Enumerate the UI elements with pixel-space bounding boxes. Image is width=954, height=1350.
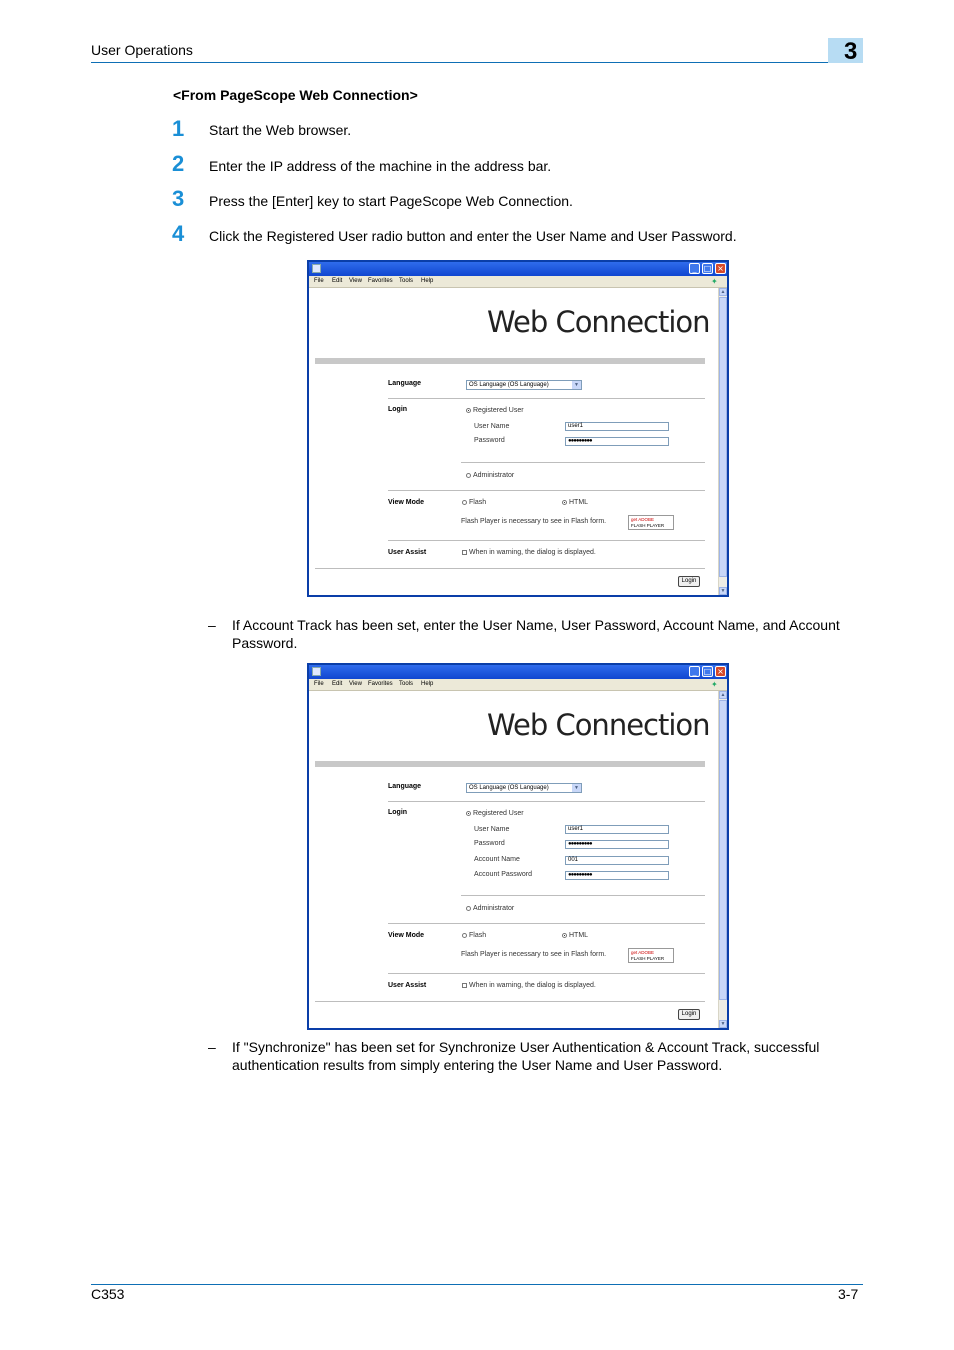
title-bar — [309, 262, 727, 276]
maximize-button[interactable]: □ — [703, 264, 712, 273]
divider — [388, 973, 705, 974]
step-number-4: 4 — [172, 221, 185, 246]
running-header: User Operations — [91, 42, 193, 58]
page-content — [309, 691, 727, 1028]
password-input[interactable]: ●●●●●●●●● — [565, 437, 669, 446]
menu-view[interactable]: View — [349, 278, 362, 284]
login-label: Login — [388, 406, 408, 413]
html-radio[interactable]: HTML — [562, 932, 588, 939]
user-name-input[interactable]: user1 — [565, 825, 669, 834]
login-button[interactable]: Login — [678, 1009, 700, 1020]
checkbox-icon[interactable] — [462, 550, 467, 555]
divider — [461, 462, 705, 463]
web-connection-heading: Web Connection — [487, 708, 710, 742]
step-text-3: Press the [Enter] key to start PageScope Web Connection. — [209, 193, 573, 209]
close-button[interactable]: × — [715, 666, 726, 677]
divider — [388, 490, 705, 491]
view-mode-label: View Mode — [388, 932, 425, 939]
chevron-down-icon[interactable]: ▼ — [572, 381, 581, 389]
step-number-3: 3 — [172, 186, 185, 211]
flash-radio[interactable]: Flash — [462, 932, 486, 939]
note-dash-1: – — [208, 617, 216, 633]
divider — [388, 801, 705, 802]
section-title: <From PageScope Web Connection> — [173, 87, 418, 103]
administrator-radio[interactable]: Administrator — [466, 472, 514, 479]
windows-logo-icon: ✦ — [711, 277, 718, 286]
radio-selected-icon[interactable] — [466, 811, 471, 816]
flash-note: Flash Player is necessary to see in Flash form. — [461, 951, 607, 958]
radio-selected-icon[interactable] — [466, 408, 471, 413]
radio-icon[interactable] — [466, 906, 471, 911]
login-button[interactable]: Login — [678, 576, 700, 587]
note-text-1: If Account Track has been set, enter the User Name, User Password, Account Name, and Account Password. — [232, 617, 840, 651]
menu-edit[interactable]: Edit — [332, 278, 343, 284]
windows-logo-icon: ✦ — [711, 680, 718, 689]
html-radio[interactable]: HTML — [562, 499, 588, 506]
flash-note: Flash Player is necessary to see in Flash form. — [461, 518, 607, 525]
language-select[interactable]: OS Language (OS Language) ▼ — [466, 380, 582, 390]
maximize-button[interactable]: □ — [703, 667, 712, 676]
menu-bar — [309, 679, 727, 691]
chevron-down-icon[interactable]: ▼ — [572, 784, 581, 792]
scroll-up-icon[interactable]: ▲ — [720, 692, 726, 698]
registered-user-radio[interactable]: Registered User — [466, 407, 524, 414]
language-select[interactable]: OS Language (OS Language) ▼ — [466, 783, 582, 793]
radio-icon[interactable] — [462, 933, 467, 938]
divider — [388, 540, 705, 541]
account-password-label: Account Password — [474, 871, 532, 878]
user-name-label: User Name — [474, 826, 510, 833]
scroll-down-icon[interactable]: ▼ — [720, 1021, 726, 1027]
user-name-input[interactable]: user1 — [565, 422, 669, 431]
checkbox-icon[interactable] — [462, 983, 467, 988]
menu-edit[interactable]: Edit — [332, 681, 343, 687]
note-dash-2: – — [208, 1039, 216, 1055]
language-label: Language — [388, 783, 422, 790]
menu-favorites[interactable]: Favorites — [368, 278, 393, 284]
step-text-1: Start the Web browser. — [209, 122, 352, 138]
vertical-scrollbar[interactable] — [718, 288, 727, 595]
password-input[interactable]: ●●●●●●●●● — [565, 840, 669, 849]
password-label: Password — [474, 437, 505, 444]
web-connection-heading: Web Connection — [487, 305, 710, 339]
footer-rule — [91, 1284, 863, 1285]
radio-icon[interactable] — [462, 500, 467, 505]
radio-icon[interactable] — [466, 473, 471, 478]
divider — [315, 568, 705, 569]
radio-selected-icon[interactable] — [562, 500, 567, 505]
scroll-thumb[interactable] — [719, 297, 727, 577]
header-rule — [91, 62, 863, 63]
registered-user-radio[interactable]: Registered User — [466, 810, 524, 817]
minimize-button[interactable]: _ — [689, 263, 700, 274]
account-name-label: Account Name — [474, 856, 520, 863]
footer-page-number: 3-7 — [838, 1286, 859, 1302]
scroll-down-icon[interactable]: ▼ — [720, 588, 726, 594]
get-flash-player-badge[interactable]: get ADOBE FLASH PLAYER — [628, 948, 674, 963]
divider — [388, 398, 705, 399]
footer-model: C353 — [91, 1286, 125, 1302]
account-name-input[interactable]: 001 — [565, 856, 669, 865]
step-number-2: 2 — [172, 151, 185, 176]
menu-help[interactable]: Help — [421, 681, 434, 687]
user-assist-checkbox[interactable]: When in warning, the dialog is displayed. — [462, 982, 596, 989]
password-label: Password — [474, 840, 505, 847]
page-content — [309, 288, 727, 595]
menu-help[interactable]: Help — [421, 278, 434, 284]
menu-favorites[interactable]: Favorites — [368, 681, 393, 687]
language-label: Language — [388, 380, 422, 387]
view-mode-label: View Mode — [388, 499, 425, 506]
header-bar — [315, 761, 705, 767]
step-text-4: Click the Registered User radio button and enter the User Name and User Password. — [209, 228, 737, 244]
login-label: Login — [388, 809, 408, 816]
flash-radio[interactable]: Flash — [462, 499, 486, 506]
divider — [315, 1001, 705, 1002]
minimize-button[interactable]: _ — [689, 666, 700, 677]
divider — [461, 895, 705, 896]
menu-view[interactable]: View — [349, 681, 362, 687]
chapter-number: 3 — [844, 38, 858, 65]
close-button[interactable]: × — [715, 263, 726, 274]
title-bar — [309, 665, 727, 679]
header-bar — [315, 358, 705, 364]
menu-file[interactable]: File — [314, 681, 324, 687]
menu-bar — [309, 276, 727, 288]
scroll-thumb[interactable] — [719, 700, 727, 1000]
administrator-radio[interactable]: Administrator — [466, 905, 514, 912]
menu-tools[interactable]: Tools — [399, 681, 414, 687]
browser-window-1 — [307, 260, 729, 597]
divider — [388, 923, 705, 924]
menu-tools[interactable]: Tools — [399, 278, 414, 284]
get-flash-player-badge[interactable]: get ADOBE FLASH PLAYER — [628, 515, 674, 530]
note-text-2: If "Synchronize" has been set for Synchronize User Authentication & Account Track, successful authentication results from simply entering the User Name and User Password. — [232, 1039, 820, 1073]
step-text-2: Enter the IP address of the machine in the address bar. — [209, 158, 552, 174]
ie-icon — [312, 264, 321, 273]
browser-window-2 — [307, 663, 729, 1030]
vertical-scrollbar[interactable] — [718, 691, 727, 1028]
ie-icon — [312, 667, 321, 676]
step-number-1: 1 — [172, 116, 185, 141]
user-name-label: User Name — [474, 423, 510, 430]
menu-file[interactable]: File — [314, 278, 324, 284]
user-assist-checkbox[interactable]: When in warning, the dialog is displayed. — [462, 549, 596, 556]
user-assist-label: User Assist — [388, 982, 427, 989]
account-password-input[interactable]: ●●●●●●●●● — [565, 871, 669, 880]
scroll-up-icon[interactable]: ▲ — [720, 289, 726, 295]
user-assist-label: User Assist — [388, 549, 427, 556]
radio-selected-icon[interactable] — [562, 933, 567, 938]
